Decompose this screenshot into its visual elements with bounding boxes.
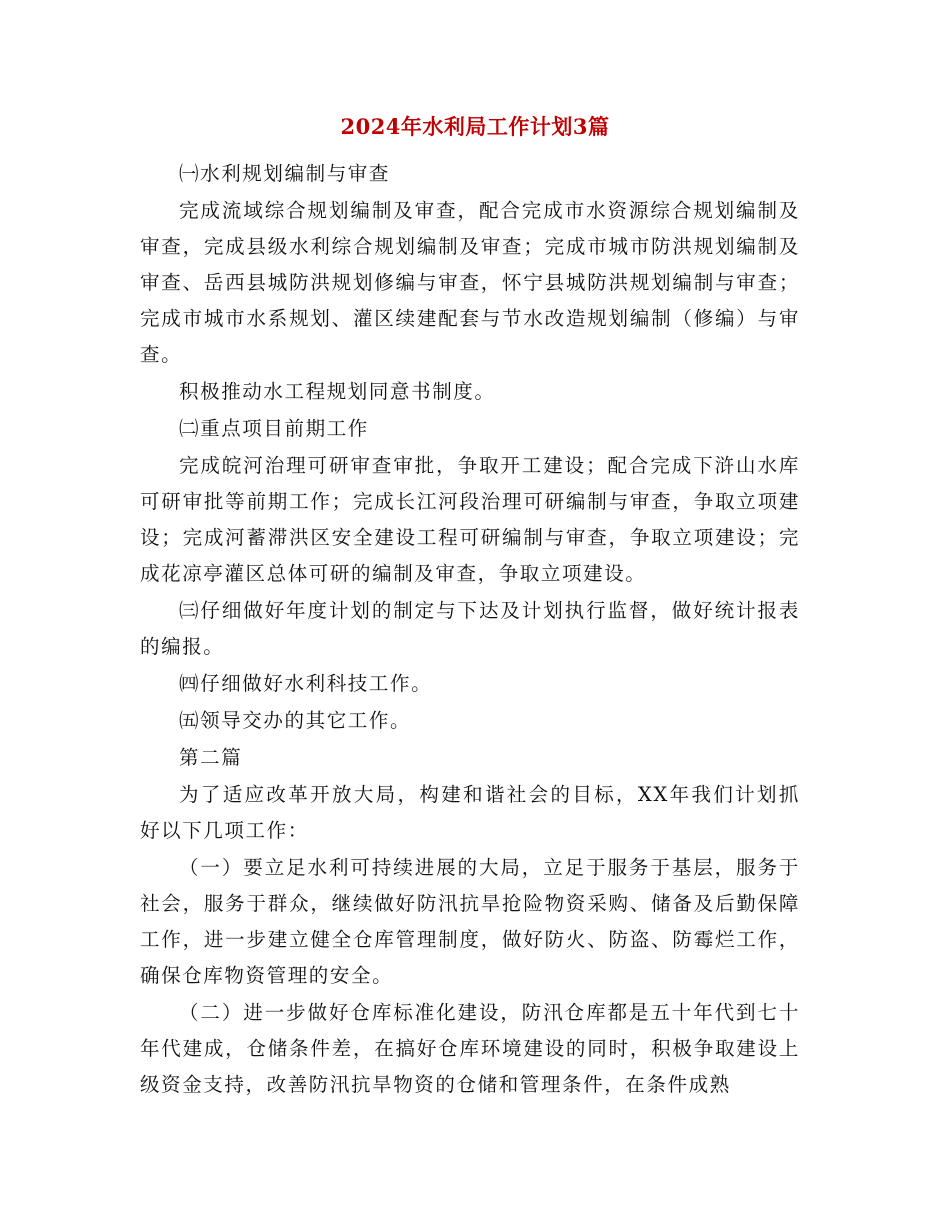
paragraph: 积极推动水工程规划同意书制度。	[179, 380, 496, 403]
paragraph-heading-2: ㈡重点项目前期工作	[179, 417, 369, 440]
paragraph: 为了适应改革开放大局，构建和谐社会的目标，XX年我们计划抓好以下几项工作：	[140, 783, 800, 842]
paragraph: 完成流域综合规划编制及审查，配合完成市水资源综合规划编制及审查，完成县级水利综合规划编制及审查；完成市城市防洪规划编制及审查、岳西县城防洪规划修编与审查，怀宁县城防洪规划编制与审查；完成市城市水系规划、灌区续建配套与节水改造规划编制（修编）与审查。	[140, 199, 800, 366]
paragraph: ㈢仔细做好年度计划的制定与下达及计划执行监督，做好统计报表的编报。	[140, 599, 800, 658]
paragraph: ㈤领导交办的其它工作。	[179, 709, 412, 732]
document-body	[140, 156, 800, 1104]
paragraph: （二）进一步做好仓库标准化建设，防汛仓库都是五十年代到七十年代建成，仓储条件差，在搞好仓库环境建设的同时，积极争取建设上级资金支持，改善防汛抗旱物资的仓储和管理条件，在条件成熟	[140, 1001, 800, 1096]
section-heading: 第二篇	[179, 746, 243, 769]
paragraph-heading-1: ㈠水利规划编制与审查	[179, 162, 391, 185]
paragraph: （一）要立足水利可持续进展的大局，立足于服务于基层，服务于社会，服务于群众，继续做好防汛抗旱抢险物资采购、储备及后勤保障工作，进一步建立健全仓库管理制度，做好防火、防盗、防霉烂工作，确保仓库物资管理的安全。	[140, 856, 800, 987]
document-title: 2024年水利局工作计划3篇	[340, 114, 610, 139]
paragraph: 完成皖河治理可研审查审批，争取开工建设；配合完成下浒山水库可研审批等前期工作；完成长江河段治理可研编制与审查，争取立项建设；完成河蓄滞洪区安全建设工程可研编制与审查，争取立项建设；完成花凉亭灌区总体可研的编制及审查，争取立项建设。	[140, 454, 800, 585]
paragraph: ㈣仔细做好水利科技工作。	[179, 672, 433, 695]
